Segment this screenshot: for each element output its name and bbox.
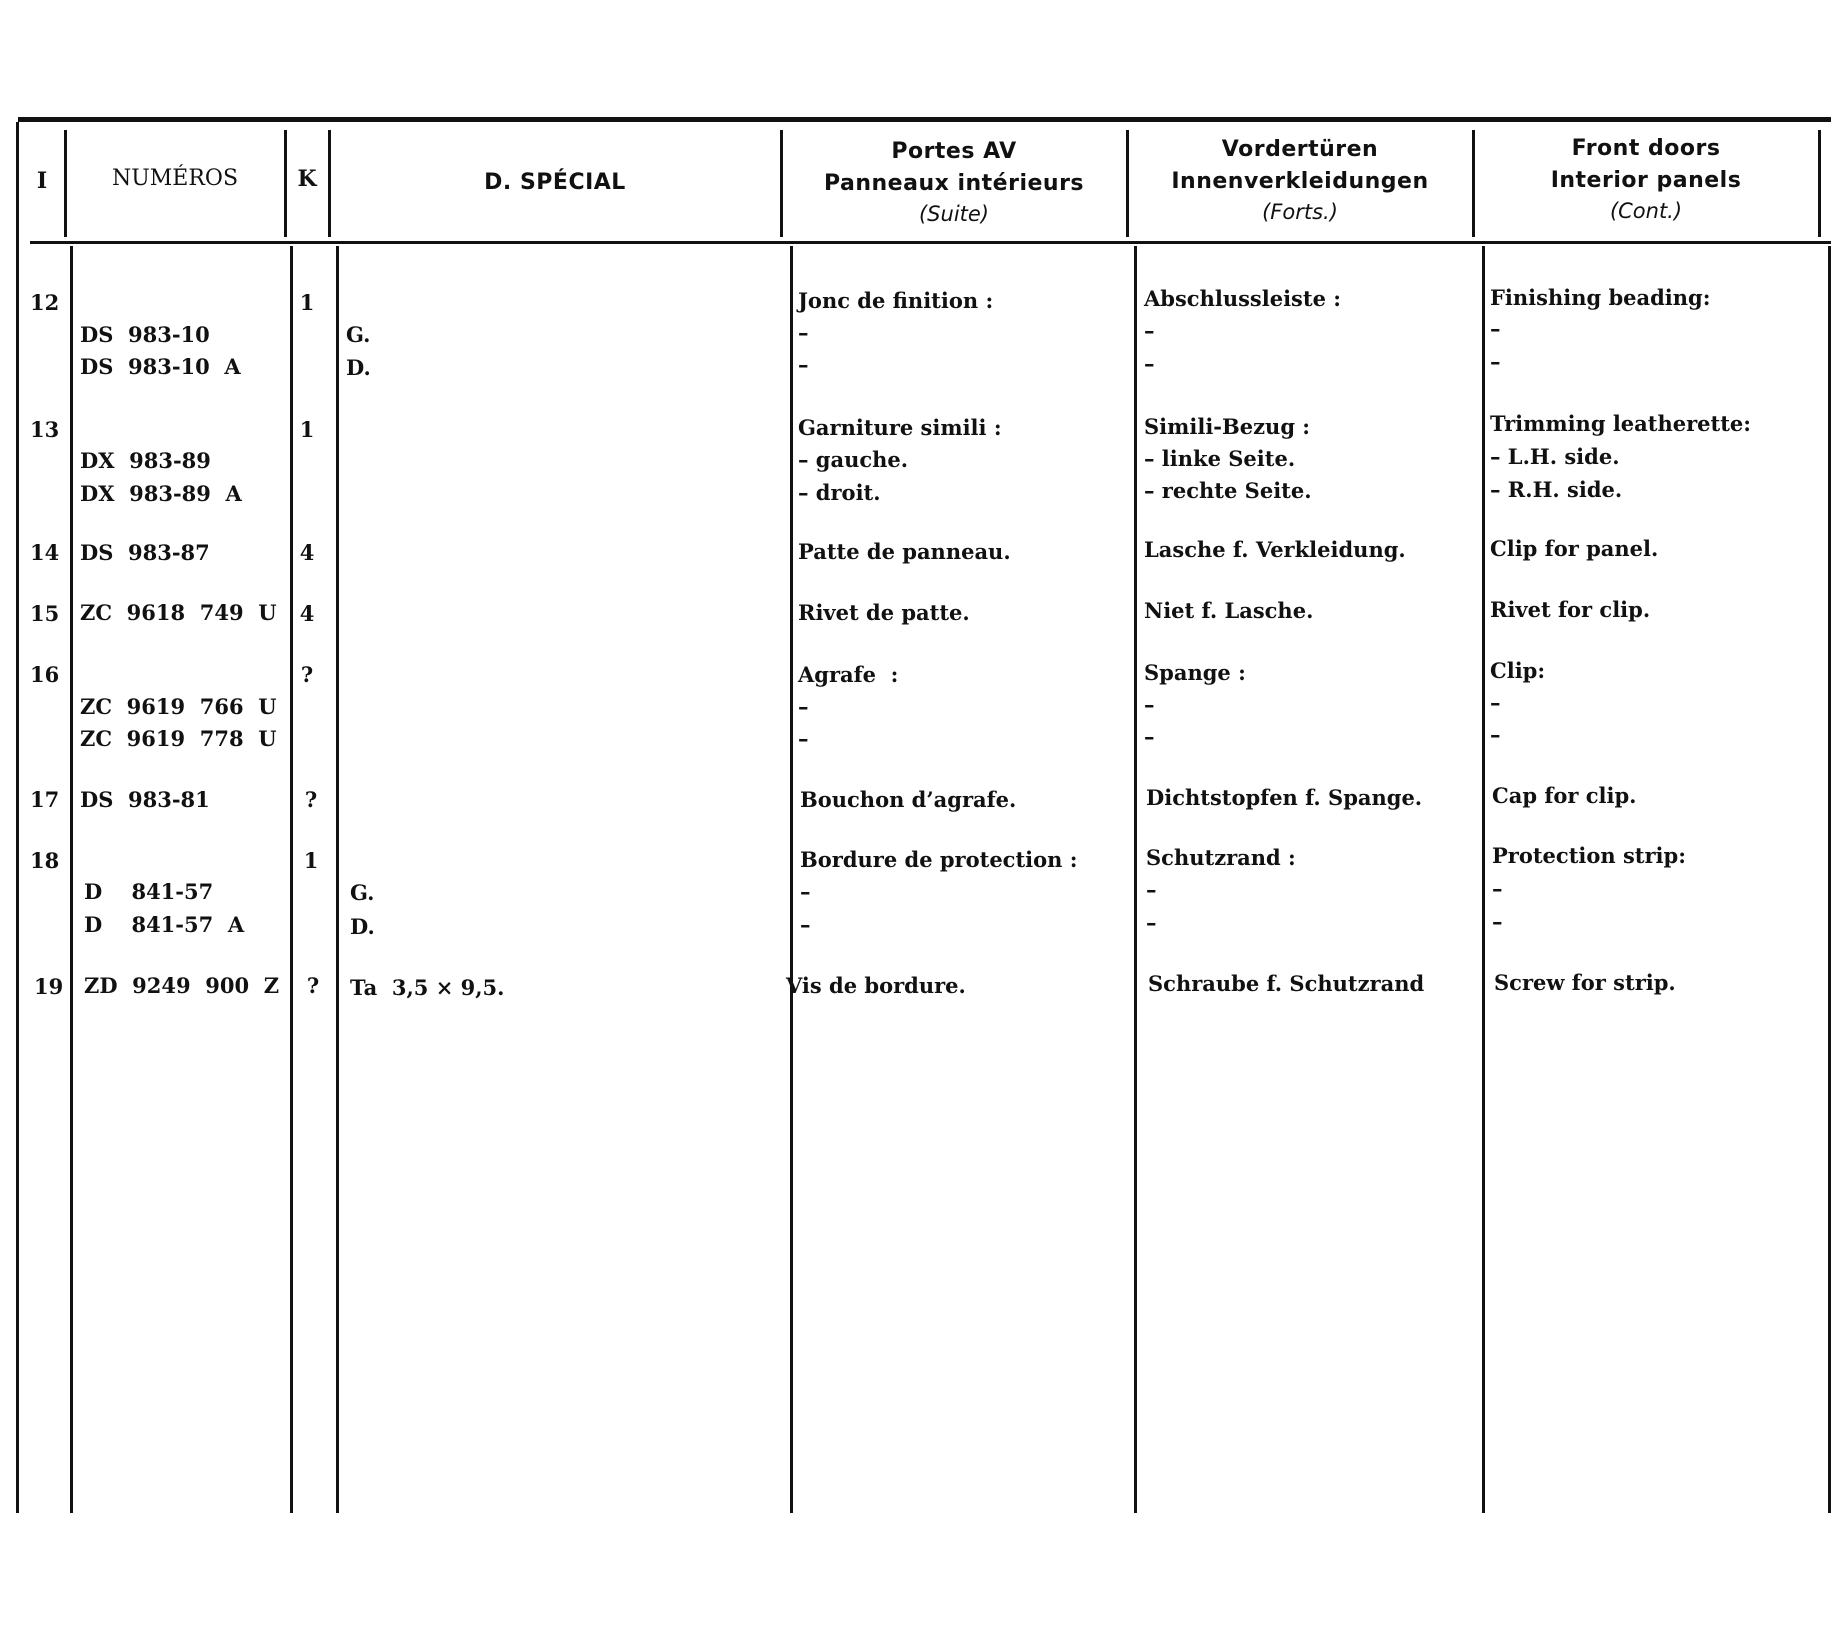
row-desc-de: Lasche f. Verkleidung. (1144, 537, 1406, 562)
row-desc-fr: – gauche. (798, 447, 909, 472)
col-line-fr-body (790, 246, 793, 1513)
row-index: 13 (30, 417, 60, 442)
row-k: ? (300, 662, 314, 687)
col-line-numeros-body (70, 246, 73, 1513)
header-de-line1: Vordertüren (1221, 137, 1379, 162)
header-en (1476, 133, 1816, 225)
col-line-de (1126, 130, 1129, 237)
row-desc-fr: – (798, 726, 809, 751)
row-index: 18 (30, 848, 60, 873)
row-index: 12 (30, 290, 60, 315)
row-desc-en: – (1492, 876, 1503, 901)
col-line-fr (780, 130, 783, 237)
row-desc-de: – (1144, 351, 1155, 376)
col-line-de-body (1134, 246, 1137, 1513)
col-line-left (16, 122, 19, 1513)
row-desc-en: – (1490, 349, 1501, 374)
header-special: D. SPÉCIAL (484, 170, 626, 195)
row-desc-fr: – (798, 352, 809, 377)
row-k: 1 (303, 848, 319, 873)
row-part-number: DS 983-10 (80, 322, 210, 347)
row-part-number: D 841-57 A (84, 912, 245, 937)
row-k: 1 (299, 290, 315, 315)
header-numeros: NUMÉROS (111, 166, 239, 191)
row-desc-de: – linke Seite. (1144, 446, 1296, 471)
row-desc-fr: Bordure de protection : (800, 847, 1078, 872)
header-de (1130, 134, 1470, 226)
row-desc-en: Clip for panel. (1490, 536, 1659, 561)
row-desc-fr: Rivet de patte. (798, 600, 970, 625)
row-part-number: DX 983-89 (80, 448, 211, 473)
row-desc-en: Protection strip: (1492, 843, 1686, 868)
row-desc-de: – rechte Seite. (1144, 478, 1312, 503)
row-index: 17 (30, 787, 60, 812)
row-desc-fr: Agrafe : (798, 662, 899, 687)
row-part-number: DS 983-10 A (80, 354, 241, 379)
row-desc-de: Niet f. Lasche. (1144, 598, 1314, 623)
row-desc-de: – (1144, 724, 1155, 749)
row-desc-fr: – droit. (798, 480, 881, 505)
row-index: 14 (30, 540, 60, 565)
row-k: 1 (299, 417, 315, 442)
row-desc-de: – (1144, 318, 1155, 343)
row-desc-fr: – (798, 320, 809, 345)
top-rule (18, 117, 1831, 122)
row-part-number: ZC 9619 778 U (80, 726, 277, 751)
header-de-sub: (Forts.) (1262, 200, 1338, 224)
row-k: ? (306, 973, 320, 998)
row-special: G. (350, 880, 375, 905)
row-desc-en: Screw for strip. (1494, 970, 1676, 995)
header-en-sub: (Cont.) (1609, 199, 1683, 223)
header-fr-sub: (Suite) (918, 202, 989, 226)
row-desc-fr: Garniture simili : (798, 415, 1002, 440)
row-desc-en: Finishing beading: (1490, 285, 1711, 310)
row-desc-de: – (1146, 910, 1157, 935)
row-desc-en: Trimming leatherette: (1490, 411, 1752, 436)
row-desc-fr: – (800, 912, 811, 937)
row-special: D. (346, 355, 371, 380)
row-desc-de: Abschlussleiste : (1144, 286, 1342, 311)
row-k: 4 (299, 540, 315, 565)
row-desc-en: Rivet for clip. (1490, 597, 1651, 622)
header-de-line2: Innenverkleidungen (1171, 169, 1429, 194)
col-line-special-body (336, 246, 339, 1513)
row-desc-fr: Bouchon d’agrafe. (800, 787, 1017, 812)
row-index: 19 (34, 974, 64, 999)
row-desc-de: – (1144, 692, 1155, 717)
col-line-special (328, 130, 331, 237)
row-desc-en: – (1490, 690, 1501, 715)
row-index: 15 (30, 601, 60, 626)
header-i: I (36, 168, 48, 194)
row-part-number: DS 983-87 (80, 540, 210, 565)
row-part-number: D 841-57 (84, 879, 214, 904)
row-desc-de: Dichtstopfen f. Spange. (1146, 785, 1423, 810)
row-index: 16 (30, 662, 60, 687)
row-desc-en: – (1492, 909, 1503, 934)
row-desc-en: – L.H. side. (1490, 444, 1620, 469)
row-part-number: ZC 9619 766 U (80, 694, 277, 719)
row-desc-fr: Jonc de finition : (798, 288, 994, 313)
header-fr-line2: Panneaux intérieurs (823, 171, 1085, 196)
row-part-number: DS 983-81 (80, 787, 210, 812)
row-desc-fr: Patte de panneau. (798, 539, 1011, 564)
row-desc-en: Cap for clip. (1492, 783, 1637, 808)
row-desc-en: Clip: (1490, 658, 1546, 683)
row-special: G. (346, 322, 371, 347)
row-desc-en: – (1490, 722, 1501, 747)
col-line-k (284, 130, 287, 237)
col-line-en (1472, 130, 1475, 237)
row-desc-fr: Vis de bordure. (786, 973, 966, 998)
row-desc-fr: – (798, 694, 809, 719)
row-desc-de: Schutzrand : (1146, 845, 1296, 870)
row-special: D. (350, 914, 375, 939)
col-line-numeros (64, 130, 67, 237)
header-fr (784, 136, 1124, 228)
row-k: ? (304, 787, 318, 812)
row-part-number: DX 983-89 A (80, 481, 242, 506)
row-desc-en: – (1490, 316, 1501, 341)
header-rule (30, 241, 1831, 244)
row-special: Ta 3,5 × 9,5. (350, 975, 505, 1000)
col-line-right (1818, 130, 1821, 237)
header-fr-line1: Portes AV (891, 139, 1017, 164)
row-desc-fr: – (800, 879, 811, 904)
row-part-number: ZD 9249 900 Z (84, 973, 280, 998)
row-desc-en: – R.H. side. (1490, 477, 1623, 502)
col-line-en-body (1482, 246, 1485, 1513)
row-part-number: ZC 9618 749 U (80, 600, 277, 625)
row-k: 4 (299, 601, 315, 626)
header-en-line2: Interior panels (1550, 168, 1742, 193)
header-k: K (297, 166, 317, 192)
row-desc-de: Spange : (1144, 660, 1246, 685)
row-desc-de: – (1146, 877, 1157, 902)
row-desc-de: Schraube f. Schutzrand (1148, 971, 1425, 996)
header-en-line1: Front doors (1571, 136, 1721, 161)
row-desc-de: Simili-Bezug : (1144, 414, 1311, 439)
